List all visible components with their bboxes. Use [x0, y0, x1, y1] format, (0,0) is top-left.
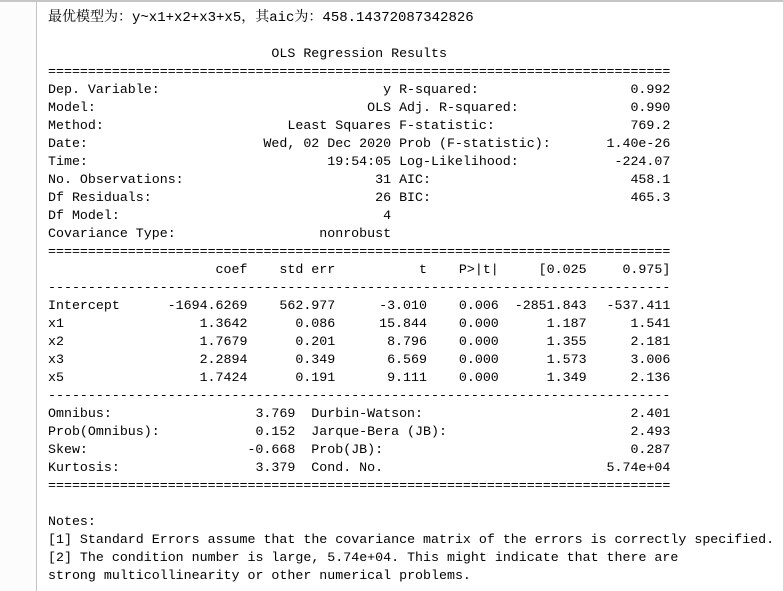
diagnostics-row	[48, 423, 670, 441]
summary-left-value: OLS	[367, 100, 392, 115]
coef-name: x3	[48, 352, 64, 367]
summary-right-label: BIC:	[399, 190, 431, 205]
gap	[391, 225, 399, 243]
gap	[295, 459, 311, 477]
summary-right-label	[399, 207, 559, 225]
summary-right-value: 465.3	[630, 190, 671, 205]
note-line-3: strong multicollinearity or other numerical problems.	[48, 568, 471, 583]
coef-row	[48, 369, 670, 387]
summary-row	[48, 153, 670, 171]
coef-row	[48, 297, 670, 315]
diag-right-value: 2.493	[630, 424, 671, 439]
coef-ci-high: 2.181	[630, 334, 671, 349]
diag-right-value: 2.401	[630, 406, 671, 421]
coef-ci-low: 1.573	[546, 352, 587, 367]
best-model-header: 最优模型为：y~x1+x2+x3+x5，其aic为：458.14372087342826	[48, 10, 474, 26]
summary-left-value: Wed, 02 Dec 2020	[263, 136, 392, 151]
summary-right-value: 0.990	[630, 100, 671, 115]
summary-right-value: 458.1	[630, 172, 671, 187]
note-line-2: [2] The condition number is large, 5.74e+04. This might indicate that there are	[48, 550, 679, 565]
dash-rule: ------------------------------------------------------------------------------	[48, 388, 671, 403]
coef-header-p: P>|t|	[458, 262, 499, 277]
summary-right-label: Log-Likelihood:	[399, 154, 519, 169]
diag-left-value: 3.379	[255, 460, 296, 475]
diag-right-label: Cond. No.	[311, 460, 384, 475]
coef-p: 0.000	[458, 316, 499, 331]
diagnostics-row	[48, 405, 670, 423]
summary-left-label: Method:	[48, 118, 104, 133]
coef-name: Intercept	[48, 298, 120, 313]
summary-left-label: Covariance Type:	[48, 226, 176, 241]
summary-left-value: nonrobust	[319, 226, 392, 241]
summary-row	[48, 171, 670, 189]
coef-header-ci-low: [0.025	[538, 262, 587, 277]
summary-right-label	[399, 225, 559, 243]
gap	[391, 171, 399, 189]
coef-p: 0.000	[458, 334, 499, 349]
coef-value: 1.7679	[199, 334, 248, 349]
summary-row	[48, 225, 670, 243]
gap	[295, 405, 311, 423]
coef-t: 6.569	[387, 352, 427, 367]
diag-left-label: Prob(Omnibus):	[48, 424, 160, 439]
gap	[391, 117, 399, 135]
coef-header-ci-high: 0.975]	[622, 262, 671, 277]
summary-row	[48, 135, 670, 153]
coef-value: -1694.6269	[167, 298, 248, 313]
blank-line	[48, 27, 783, 45]
summary-left-value: 31	[375, 172, 392, 187]
coef-row	[48, 315, 670, 333]
coef-value: 1.3642	[199, 316, 248, 331]
summary-row	[48, 99, 670, 117]
diag-right-label: Prob(JB):	[311, 442, 384, 457]
summary-right-label: F-statistic:	[399, 118, 495, 133]
coef-t: 8.796	[387, 334, 427, 349]
summary-right-value: 0.992	[630, 82, 671, 97]
coef-stderr: 0.086	[295, 316, 336, 331]
gap	[391, 153, 399, 171]
coef-t: -3.010	[379, 298, 427, 313]
summary-right-label: Adj. R-squared:	[399, 100, 519, 115]
coef-header-name	[48, 261, 128, 279]
coef-row	[48, 333, 670, 351]
coef-header-t: t	[419, 262, 427, 277]
summary-right-label: R-squared:	[399, 82, 479, 97]
coef-value: 1.7424	[199, 370, 248, 385]
summary-right-label: Prob (F-statistic):	[399, 136, 551, 151]
summary-right-value: 1.40e-26	[606, 136, 671, 151]
diag-left-label: Skew:	[48, 442, 88, 457]
double-rule: ==============================================================================	[48, 64, 671, 79]
notes-section	[48, 513, 783, 585]
summary-left-label: Model:	[48, 100, 96, 115]
coef-t: 9.111	[387, 370, 427, 385]
summary-left-value: 19:54:05	[327, 154, 392, 169]
gap	[391, 189, 399, 207]
summary-right-value: 769.2	[630, 118, 671, 133]
coef-name: x2	[48, 334, 64, 349]
coef-p: 0.000	[458, 352, 499, 367]
coef-header-coef: coef	[215, 262, 248, 277]
ols-regression-report	[48, 45, 670, 495]
summary-left-label: Dep. Variable:	[48, 82, 160, 97]
coef-ci-high: 1.541	[630, 316, 671, 331]
coef-header-stderr: std err	[279, 262, 336, 277]
coef-ci-high: 2.136	[630, 370, 671, 385]
summary-row	[48, 81, 670, 99]
diag-left-label: Omnibus:	[48, 406, 112, 421]
summary-row	[48, 207, 670, 225]
summary-right-value: -224.07	[614, 154, 671, 169]
diagnostics-row	[48, 441, 670, 459]
coef-t: 15.844	[379, 316, 427, 331]
summary-right-value	[559, 225, 671, 243]
coef-ci-low: 1.349	[546, 370, 587, 385]
summary-left-value: Least Squares	[287, 118, 392, 133]
coef-stderr: 0.349	[295, 352, 336, 367]
summary-left-value: y	[383, 82, 392, 97]
report-title: OLS Regression Results	[271, 46, 447, 61]
coef-name: x5	[48, 370, 64, 385]
diag-right-label: Durbin-Watson:	[311, 406, 424, 421]
dash-rule: ------------------------------------------------------------------------------	[48, 280, 671, 295]
coef-ci-high: -537.411	[606, 298, 671, 313]
coef-ci-low: -2851.843	[514, 298, 587, 313]
summary-left-label: Df Residuals:	[48, 190, 152, 205]
output-gutter	[0, 2, 37, 591]
coef-value: 2.2894	[199, 352, 248, 367]
coef-stderr: 0.191	[295, 370, 336, 385]
summary-right-label: AIC:	[399, 172, 431, 187]
summary-left-label: No. Observations:	[48, 172, 184, 187]
diagnostics-row	[48, 459, 670, 477]
coef-name: x1	[48, 316, 64, 331]
summary-row	[48, 189, 670, 207]
summary-row	[48, 117, 670, 135]
coef-ci-low: 1.355	[546, 334, 587, 349]
coef-ci-low: 1.187	[546, 316, 587, 331]
double-rule: ==============================================================================	[48, 478, 671, 493]
coef-ci-high: 3.006	[630, 352, 671, 367]
double-rule: ==============================================================================	[48, 244, 671, 259]
summary-left-value: 4	[383, 208, 392, 223]
coef-header-row	[48, 261, 670, 279]
diag-right-label: Jarque-Bera (JB):	[311, 424, 447, 439]
gap	[295, 441, 311, 459]
diag-left-value: -0.668	[247, 442, 296, 457]
gap	[295, 423, 311, 441]
gap	[391, 207, 399, 225]
diag-left-label: Kurtosis:	[48, 460, 120, 475]
note-line-1: [1] Standard Errors assume that the covariance matrix of the errors is correctly specified.	[48, 532, 775, 547]
coef-p: 0.006	[458, 298, 499, 313]
diag-right-value: 0.287	[630, 442, 671, 457]
diag-right-value: 5.74e+04	[606, 460, 671, 475]
blank-line	[48, 495, 783, 513]
coef-row	[48, 351, 670, 369]
diag-left-value: 0.152	[255, 424, 296, 439]
summary-left-label: Time:	[48, 154, 88, 169]
gap	[391, 135, 399, 153]
summary-left-label: Date:	[48, 136, 88, 151]
coef-p: 0.000	[458, 370, 499, 385]
summary-left-value: 26	[375, 190, 392, 205]
notes-heading: Notes:	[48, 514, 96, 529]
summary-left-label: Df Model:	[48, 208, 120, 223]
console-output-pane	[38, 2, 783, 591]
summary-right-value	[559, 207, 671, 225]
coef-stderr: 562.977	[279, 298, 336, 313]
coef-stderr: 0.201	[295, 334, 336, 349]
diag-left-value: 3.769	[255, 406, 296, 421]
gap	[391, 81, 399, 99]
gap	[391, 99, 399, 117]
